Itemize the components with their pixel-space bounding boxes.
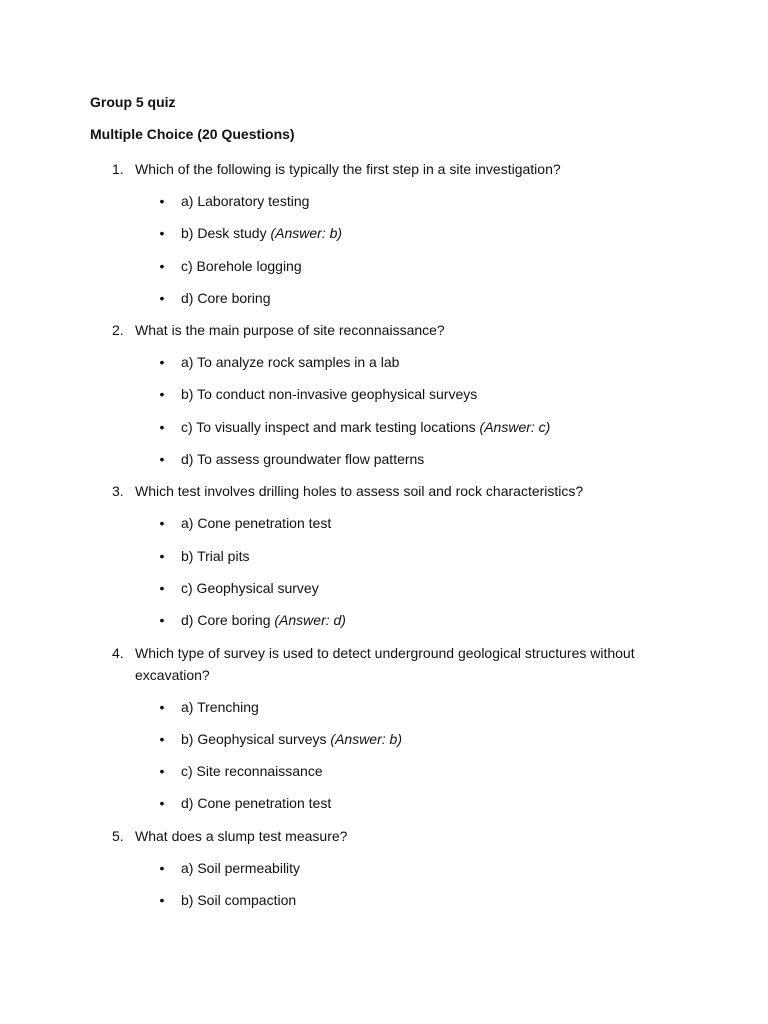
question-text (0, 319, 768, 341)
bullet-icon: • (159, 193, 165, 209)
bullet-icon: • (159, 451, 165, 468)
question-item (0, 642, 768, 815)
answer-option (0, 857, 768, 879)
option-text: b) Desk study (181, 225, 271, 242)
option-text: a) Trenching (181, 698, 259, 715)
option-list (0, 351, 768, 470)
answer-option (0, 609, 768, 631)
bullet-icon: • (159, 612, 165, 629)
option-text: d) Core boring (181, 289, 271, 306)
answer-option (0, 889, 768, 911)
answer-option (0, 760, 768, 782)
question-prompt: What does a slump test measure? (135, 827, 348, 844)
bullet-icon: • (159, 257, 165, 274)
document-title: Group 5 quiz (90, 94, 176, 110)
bullet-icon: • (159, 892, 165, 909)
answer-option (0, 545, 768, 567)
question-prompt: Which type of survey is used to detect underground geological structures without excavation? (135, 644, 635, 683)
answer-option (0, 577, 768, 599)
answer-option (0, 383, 768, 405)
option-text: b) Trial pits (181, 547, 250, 564)
option-list (0, 512, 768, 631)
answer-option (0, 512, 768, 534)
answer-option (0, 190, 768, 212)
section-heading: Multiple Choice (20 Questions) (90, 126, 295, 142)
answer-option (0, 416, 768, 438)
bullet-icon: • (159, 795, 165, 812)
answer-key: (Answer: c) (479, 418, 551, 435)
option-text: a) Cone penetration test (181, 515, 332, 532)
question-number: 3. (112, 483, 124, 500)
answer-option (0, 222, 768, 244)
answer-option (0, 255, 768, 277)
option-text: b) Soil compaction (181, 892, 297, 909)
question-text (0, 158, 768, 180)
bullet-icon: • (159, 225, 165, 242)
bullet-icon: • (159, 515, 165, 532)
question-prompt: What is the main purpose of site reconnaissance? (135, 322, 445, 339)
bullet-icon: • (159, 289, 165, 306)
answer-option (0, 792, 768, 814)
bullet-icon: • (159, 354, 165, 371)
answer-option (0, 728, 768, 750)
question-number: 4. (112, 644, 124, 661)
option-text: a) Laboratory testing (181, 193, 310, 209)
answer-key: (Answer: d) (274, 612, 346, 629)
bullet-icon: • (159, 547, 165, 564)
question-text (0, 480, 768, 502)
option-text: d) Cone penetration test (181, 795, 332, 812)
option-text: d) Core boring (181, 612, 275, 629)
question-item (0, 158, 768, 309)
option-list (0, 696, 768, 815)
question-text (0, 642, 768, 686)
bullet-icon: • (159, 418, 165, 435)
question-number: 2. (112, 322, 124, 339)
question-text (0, 825, 768, 847)
option-text: b) To conduct non-invasive geophysical surveys (181, 386, 478, 403)
bullet-icon: • (159, 698, 165, 715)
option-text: c) To visually inspect and mark testing locations (181, 418, 480, 435)
option-text: a) Soil permeability (181, 859, 301, 876)
answer-key: (Answer: b) (270, 225, 343, 242)
question-prompt: Which test involves drilling holes to assess soil and rock characteristics? (135, 483, 584, 500)
answer-key: (Answer: b) (330, 730, 402, 747)
option-text: c) Geophysical survey (181, 579, 319, 596)
answer-option (0, 696, 768, 718)
answer-option (0, 351, 768, 373)
answer-option (0, 448, 768, 470)
option-text: b) Geophysical surveys (181, 730, 331, 747)
option-text: c) Borehole logging (181, 257, 302, 274)
option-list (0, 857, 768, 911)
question-number: 1. (112, 161, 124, 177)
option-text: a) To analyze rock samples in a lab (181, 354, 400, 371)
answer-option (0, 287, 768, 309)
option-list (0, 190, 768, 309)
bullet-icon: • (159, 763, 165, 780)
question-item (0, 319, 768, 470)
bullet-icon: • (159, 386, 165, 403)
question-prompt: Which of the following is typically the first step in a site investigation? (135, 161, 561, 177)
option-text: c) Site reconnaissance (181, 763, 323, 780)
question-item (0, 480, 768, 631)
bullet-icon: • (159, 579, 165, 596)
question-list (0, 158, 768, 921)
option-text: d) To assess groundwater flow patterns (181, 451, 425, 468)
bullet-icon: • (159, 730, 165, 747)
bullet-icon: • (159, 859, 165, 876)
question-item (0, 825, 768, 911)
question-number: 5. (112, 827, 124, 844)
